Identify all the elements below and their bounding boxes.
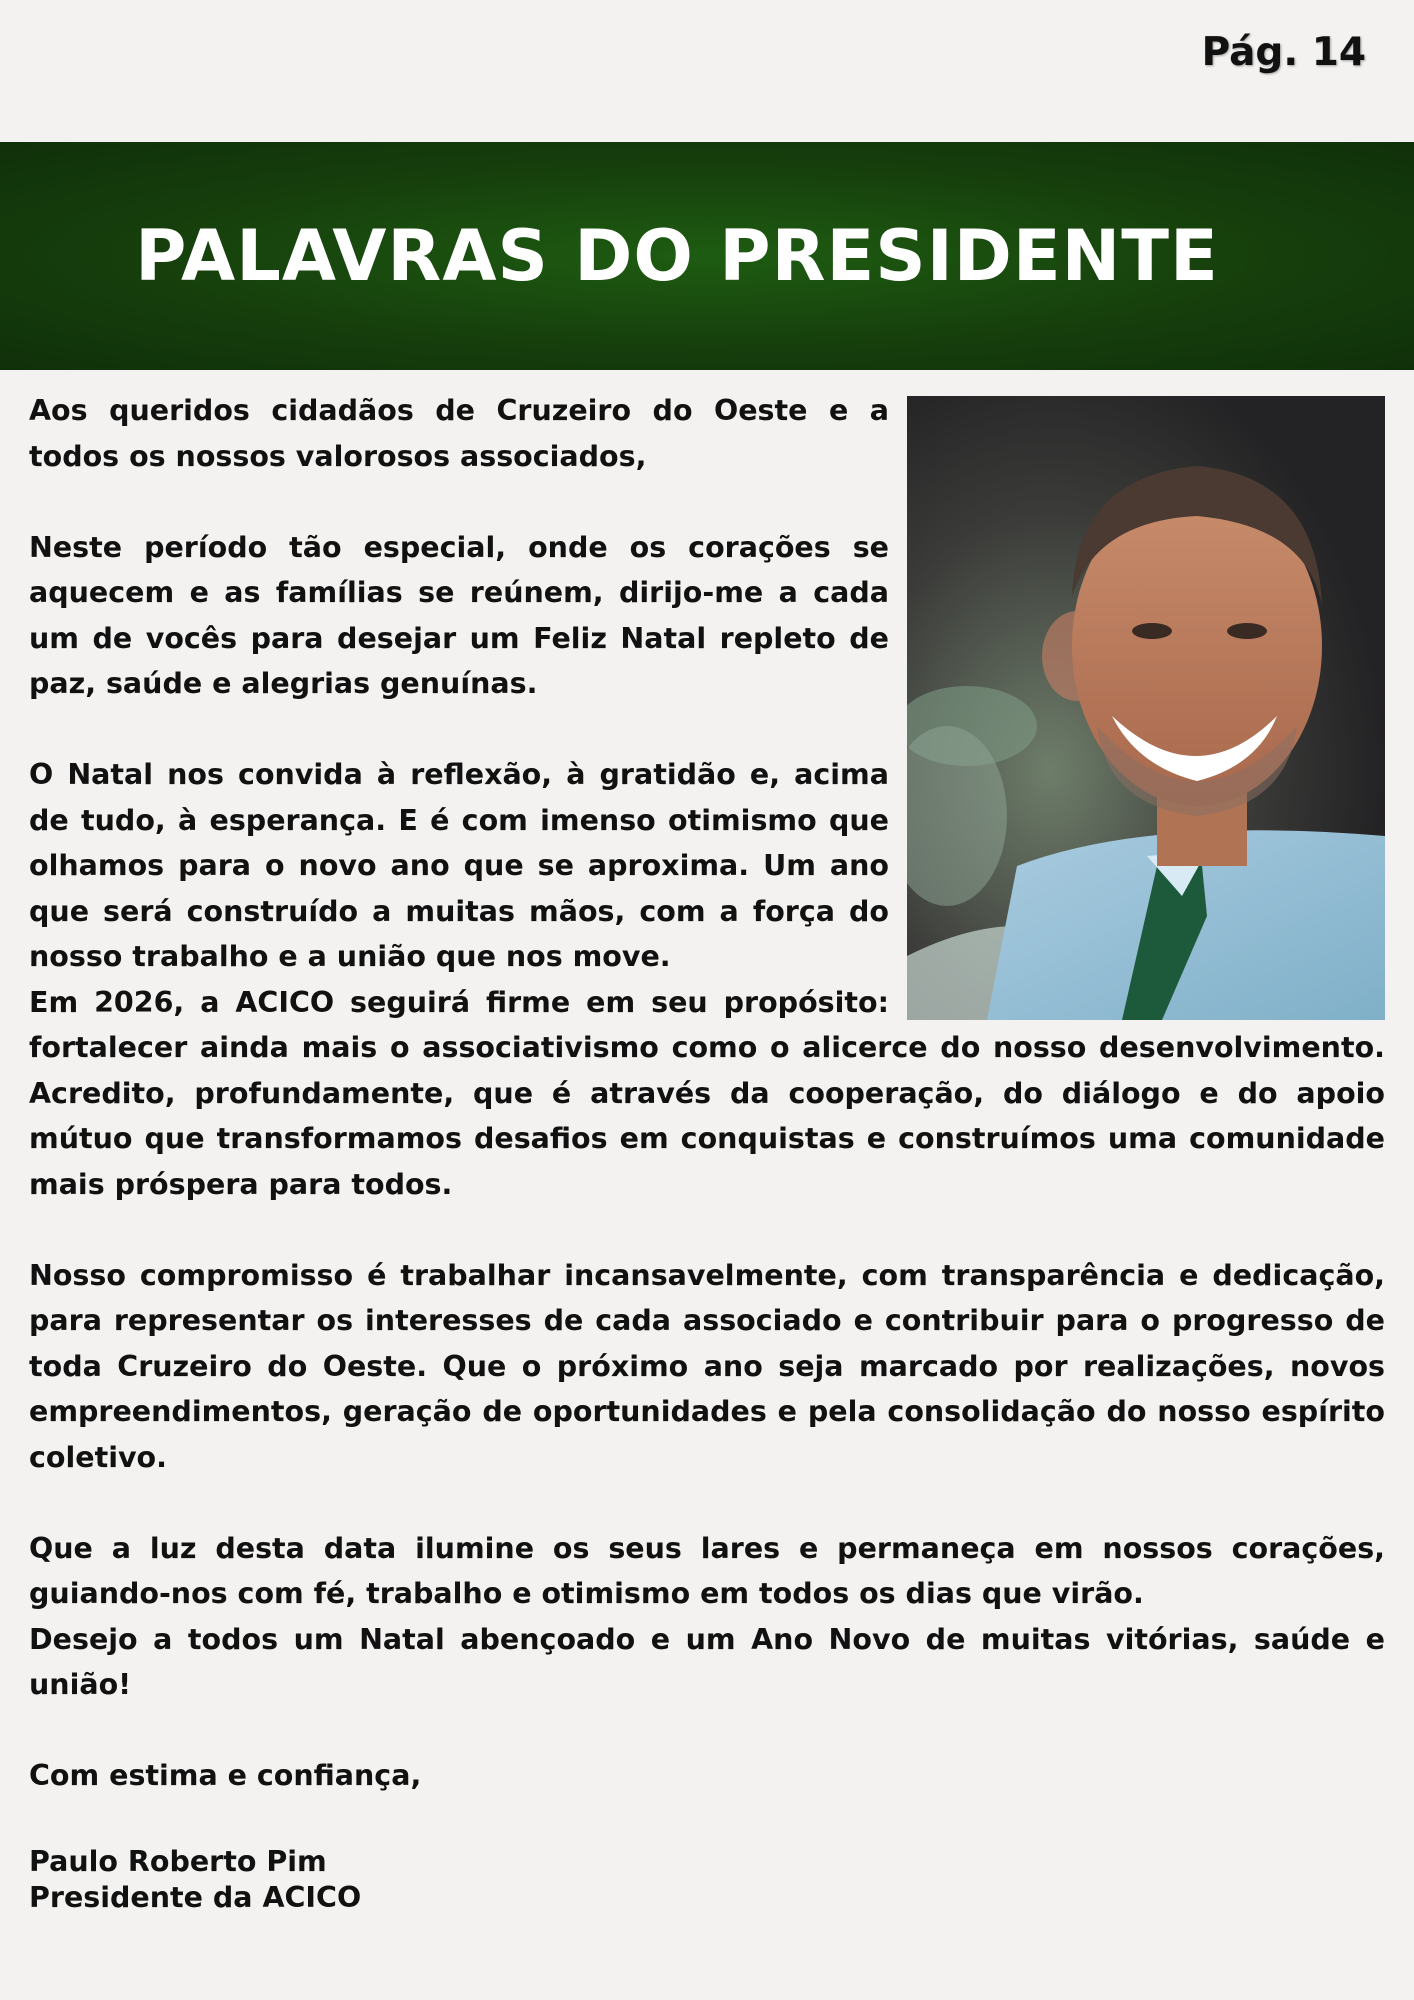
letter-paragraph-5: Que a luz desta data ilumine os seus lares e permaneça em nossos corações, guiando-nos com fé, trabalho e otimismo em todos os dias que virão. bbox=[29, 1531, 1385, 1610]
page-number: Pág. 14 bbox=[1201, 30, 1366, 75]
letter-paragraph-2: O Natal nos convida à reflexão, à gratidão e, acima de tudo, à esperança. E é com imenso otimismo que olhamos para o novo ano que se aproxima. Um ano que será construído a muitas mãos, com a força do nosso trabalho e a união que nos move. bbox=[29, 758, 889, 973]
signature-name: Paulo Roberto Pim bbox=[29, 1845, 327, 1878]
letter-greeting: Aos queridos cidadãos de Cruzeiro do Oeste e a todos os nossos valorosos associados, bbox=[29, 394, 889, 473]
letter-paragraph-4: Nosso compromisso é trabalhar incansavelmente, com transparência e dedicação, para representar os interesses de cada associado e contribuir para o progresso de toda Cruzeiro do Oeste. Que o próximo ano seja marcado por realizações, novos empreendimentos, geração de oportunidades e pela consolidação do nosso espírito coletivo. bbox=[29, 1258, 1385, 1474]
president-photo bbox=[907, 396, 1385, 1020]
letter-paragraph-6: Desejo a todos um Natal abençoado e um Ano Novo de muitas vitórias, saúde e união! bbox=[29, 1622, 1385, 1701]
letter-body bbox=[29, 388, 1385, 1916]
president-portrait-icon bbox=[907, 396, 1385, 1020]
page-title: PALAVRAS DO PRESIDENTE bbox=[135, 215, 1219, 297]
signature-title: Presidente da ACICO bbox=[29, 1881, 362, 1914]
letter-closing: Com estima e confiança, bbox=[29, 1759, 422, 1792]
letter-paragraph-1: Neste período tão especial, onde os corações se aquecem e as famílias se reúnem, dirijo-me a cada um de vocês para desejar um Feliz Natal repleto de paz, saúde e alegrias genuínas. bbox=[29, 530, 889, 700]
letter-paragraph-3: Em 2026, a ACICO seguirá firme em seu propósito: fortalecer ainda mais o associativismo como o alicerce do nosso desenvolvimento. Acredito, profundamente, que é através da cooperação, do diálogo e do apoio mútuo que transformamos desafios em conquistas e construímos uma comunidade mais próspera para todos. bbox=[29, 985, 1385, 1201]
title-banner bbox=[0, 142, 1414, 370]
